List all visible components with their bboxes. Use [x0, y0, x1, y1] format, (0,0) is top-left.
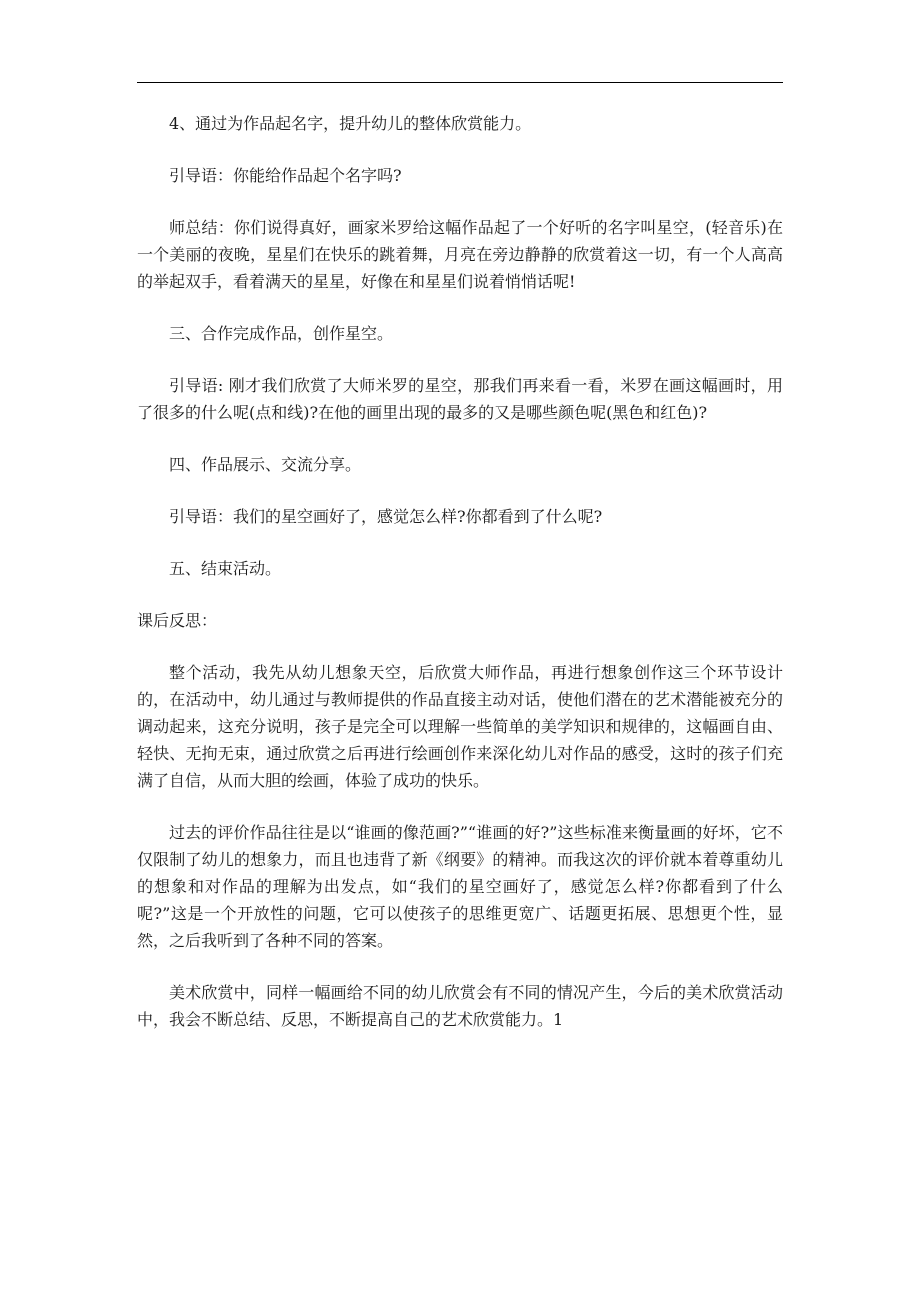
paragraph-step-4: 4、通过为作品起名字，提升幼儿的整体欣赏能力。 [169, 114, 532, 133]
paragraph-guide-question: 引导语：你能给作品起个名字吗? [169, 166, 402, 185]
reflection-paragraph-2: 过去的评价作品往往是以“谁画的像范画?”“谁画的好?”这些标准来衡量画的好坏，它不仅限制了幼儿的想象力，而且也违背了新《纲要》的精神。而我这次的评价就本着尊重幼儿的想象和对作品的理解为出发点，如“我们的星空画好了，感觉怎么样?你都看到了什么呢?”这是一个开放性的问题，它可以使孩子的思维更宽广、话题更拓展、思想更个性，显然，之后我听到了各种不同的答案。 [137, 823, 783, 950]
reflection-paragraph-3: 美术欣赏中，同样一幅画给不同的幼儿欣赏会有不同的情况产生，今后的美术欣赏活动中，我会不断总结、反思，不断提高自己的艺术欣赏能力。1 [137, 983, 783, 1029]
reflection-paragraph-1: 整个活动，我先从幼儿想象天空，后欣赏大师作品，再进行想象创作这三个环节设计的，在活动中，幼儿通过与教师提供的作品直接主动对话，使他们潜在的艺术潜能被充分的调动起来，这充分说明，孩子是完全可以理解一些简单的美学知识和规律的，这幅画自由、轻快、无拘无束，通过欣赏之后再进行绘画创作来深化幼儿对作品的感受，这时的孩子们充满了自信，从而大胆的绘画，体验了成功的快乐。 [137, 663, 783, 790]
section-heading-3: 三、合作完成作品，创作星空。 [169, 324, 394, 343]
document-body [137, 110, 783, 1058]
paragraph-teacher-summary: 师总结：你们说得真好，画家米罗给这幅作品起了一个好听的名字叫星空，(轻音乐)在一个美丽的夜晚，星星们在快乐的跳着舞，月亮在旁边静静的欣赏着这一切，有一个人高高的举起双手，看着满天的星星，好像在和星星们说着悄悄话呢! [137, 218, 783, 291]
paragraph-guide-finished: 引导语：我们的星空画好了，感觉怎么样?你都看到了什么呢? [169, 507, 603, 526]
section-heading-5: 五、结束活动。 [169, 559, 282, 578]
paragraph-guide-miro: 引导语: 刚才我们欣赏了大师米罗的星空，那我们再来看一看，米罗在画这幅画时，用了很多的什么呢(点和线)?在他的画里出现的最多的又是哪些颜色呢(黑色和红色)? [137, 376, 783, 422]
section-heading-4: 四、作品展示、交流分享。 [169, 455, 362, 474]
header-divider [137, 82, 783, 83]
reflection-heading: 课后反思： [137, 611, 218, 630]
